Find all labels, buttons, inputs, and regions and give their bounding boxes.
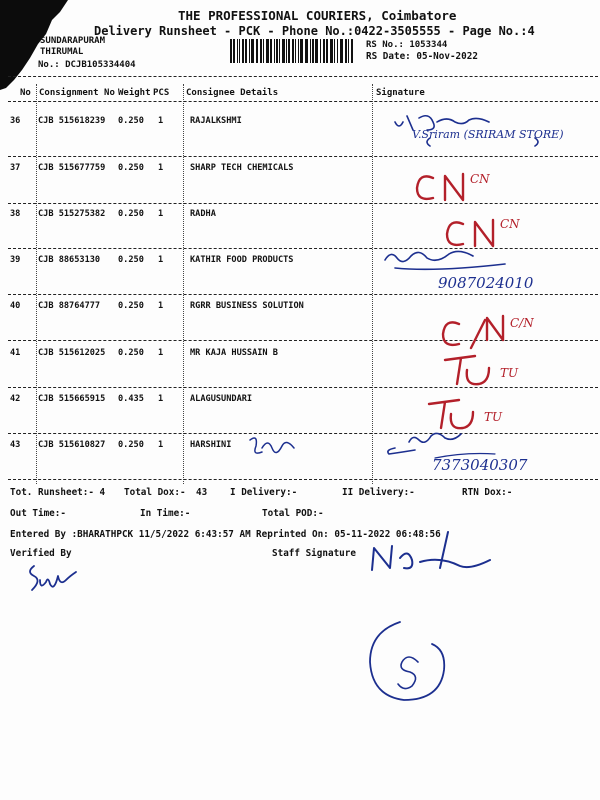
barcode-bar: [263, 39, 264, 63]
weight-value: 0.250: [118, 440, 144, 450]
consignee-name: RGRR BUSINESS SOLUTION: [190, 301, 304, 311]
barcode-bar: [305, 39, 308, 63]
consignment-number: CJB 88653130: [38, 255, 101, 265]
barcode-bar: [286, 39, 287, 63]
signature-text: V.Sriram (SRIRAM STORE): [412, 128, 564, 141]
weight-value: 0.250: [118, 163, 144, 173]
barcode-bar: [340, 39, 343, 63]
row-number: 40: [10, 301, 21, 311]
runsheet-title: Delivery Runsheet - PCK - Phone No.:0422-3505555 - Page No.:4: [94, 24, 535, 38]
col-header-pcs: PCS: [153, 88, 170, 98]
weight-value: 0.250: [118, 301, 144, 311]
consignee-name: KATHIR FOOD PRODUCTS: [190, 255, 294, 265]
barcode-bar: [351, 39, 353, 63]
total-dox-value: 43: [196, 487, 208, 498]
pcs-value: 1: [158, 394, 164, 404]
consignee-name: MR KAJA HUSSAIN B: [190, 348, 278, 358]
header-bottom-rule: [8, 101, 598, 102]
barcode-bar: [249, 39, 250, 63]
in-time: In Time:-: [140, 508, 191, 519]
col-header-consignment: Consignment No: [39, 88, 115, 98]
barcode-bar: [288, 39, 290, 63]
header-top-rule: [8, 76, 598, 77]
verifier-signature: [20, 560, 90, 600]
consignment-number: CJB 515618239: [38, 116, 106, 126]
company-title: THE PROFESSIONAL COURIERS, Coimbatore: [178, 8, 457, 23]
entered-by: Entered By :BHARATHPCK 11/5/2022 6:43:57 AM: [10, 529, 251, 540]
row-number: 36: [10, 116, 21, 126]
pcs-value: 1: [158, 255, 164, 265]
rtn-dox: RTN Dox:-: [462, 487, 513, 498]
signature-text: TU: [500, 366, 519, 380]
barcode-bar: [315, 39, 318, 63]
barcode-bar: [260, 39, 262, 63]
out-time: Out Time:-: [10, 508, 66, 519]
weight-value: 0.250: [118, 348, 144, 358]
table-bottom-rule: [8, 479, 598, 480]
total-runsheet: Tot. Runsheet:- 4: [10, 487, 106, 498]
pcs-value: 1: [158, 440, 164, 450]
barcode-bar: [251, 39, 254, 63]
barcode-bar: [276, 39, 278, 63]
consignee-name: HARSHINI: [190, 440, 232, 450]
barcode-image: [230, 39, 356, 63]
pcs-value: 1: [158, 301, 164, 311]
column-divider: [36, 84, 37, 484]
barcode-bar: [337, 39, 338, 63]
verified-by: Verified By: [10, 548, 72, 559]
barcode-bar: [330, 39, 333, 63]
barcode-bar: [239, 39, 240, 63]
barcode-bar: [279, 39, 280, 63]
consignment-number: CJB 88764777: [38, 301, 101, 311]
signature-text: C/N: [510, 316, 534, 330]
rs-date: RS Date: 05-Nov-2022: [366, 51, 478, 62]
barcode-bar: [348, 39, 349, 63]
consignee-scribble: [244, 432, 300, 462]
staff-signature: [360, 530, 510, 580]
barcode-bar: [266, 39, 269, 63]
consignee-name: SHARP TECH CHEMICALS: [190, 163, 294, 173]
signature-text: CN: [500, 217, 520, 231]
barcode-bar: [256, 39, 258, 63]
signature-text: CN: [470, 172, 490, 186]
staff-name: THIRUMAL: [40, 47, 84, 57]
barcode-bar: [230, 39, 232, 63]
pcs-value: 1: [158, 209, 164, 219]
row-number: 39: [10, 255, 21, 265]
consignment-number: CJB 515612025: [38, 348, 106, 358]
pcs-value: 1: [158, 116, 164, 126]
staff-signature-label: Staff Signature: [272, 548, 356, 559]
location-label: SUNDARAPURAM: [40, 36, 106, 46]
barcode-bar: [274, 39, 275, 63]
barcode-bar: [233, 39, 235, 63]
barcode-bar: [300, 39, 303, 63]
row-number: 43: [10, 440, 21, 450]
barcode-bar: [312, 39, 314, 63]
row-number: 37: [10, 163, 21, 173]
column-divider: [183, 84, 184, 484]
weight-value: 0.250: [118, 255, 144, 265]
barcode-bar: [282, 39, 285, 63]
barcode-bar: [298, 39, 299, 63]
barcode-bar: [270, 39, 272, 63]
barcode-bar: [245, 39, 247, 63]
column-divider: [372, 84, 373, 484]
total-dox-label: Total Dox:-: [124, 487, 186, 498]
i-delivery: I Delivery:-: [230, 487, 298, 498]
barcode-bar: [334, 39, 335, 63]
signature-text: 9087024010: [438, 274, 534, 292]
consignment-number: CJB 515665915: [38, 394, 106, 404]
ii-delivery: II Delivery:-: [342, 487, 415, 498]
barcode-bar: [295, 39, 296, 63]
barcode-bar: [292, 39, 294, 63]
consignee-name: RADHA: [190, 209, 216, 219]
barcode-bar: [310, 39, 311, 63]
rs-number: RS No.: 1053344: [366, 40, 448, 50]
weight-value: 0.250: [118, 116, 144, 126]
barcode-bar: [323, 39, 325, 63]
consignment-number: CJB 515610827: [38, 440, 106, 450]
pcs-value: 1: [158, 348, 164, 358]
col-header-signature: Signature: [376, 88, 425, 98]
document-number: No.: DCJB105334404: [38, 60, 136, 70]
row-number: 41: [10, 348, 21, 358]
col-header-consignee: Consignee Details: [186, 88, 279, 98]
signature-text: TU: [484, 410, 503, 424]
barcode-bar: [345, 39, 347, 63]
row-number: 42: [10, 394, 21, 404]
consignment-number: CJB 515677759: [38, 163, 106, 173]
consignee-name: RAJALKSHMI: [190, 116, 242, 126]
col-header-weight: Weight: [118, 88, 151, 98]
total-pod: Total POD:-: [262, 508, 324, 519]
consignment-number: CJB 515275382: [38, 209, 106, 219]
pcs-value: 1: [158, 163, 164, 173]
signature-text: 7373040307: [432, 456, 528, 474]
weight-value: 0.250: [118, 209, 144, 219]
reprinted-on: Reprinted On: 05-11-2022 06:48:56: [256, 529, 441, 540]
weight-value: 0.435: [118, 394, 144, 404]
circular-mark: [362, 616, 452, 706]
barcode-bar: [326, 39, 328, 63]
barcode-bar: [242, 39, 244, 63]
consignee-name: ALAGUSUNDARI: [190, 394, 253, 404]
barcode-bar: [320, 39, 321, 63]
barcode-bar: [237, 39, 238, 63]
col-header-no: No: [20, 88, 31, 98]
row-number: 38: [10, 209, 21, 219]
